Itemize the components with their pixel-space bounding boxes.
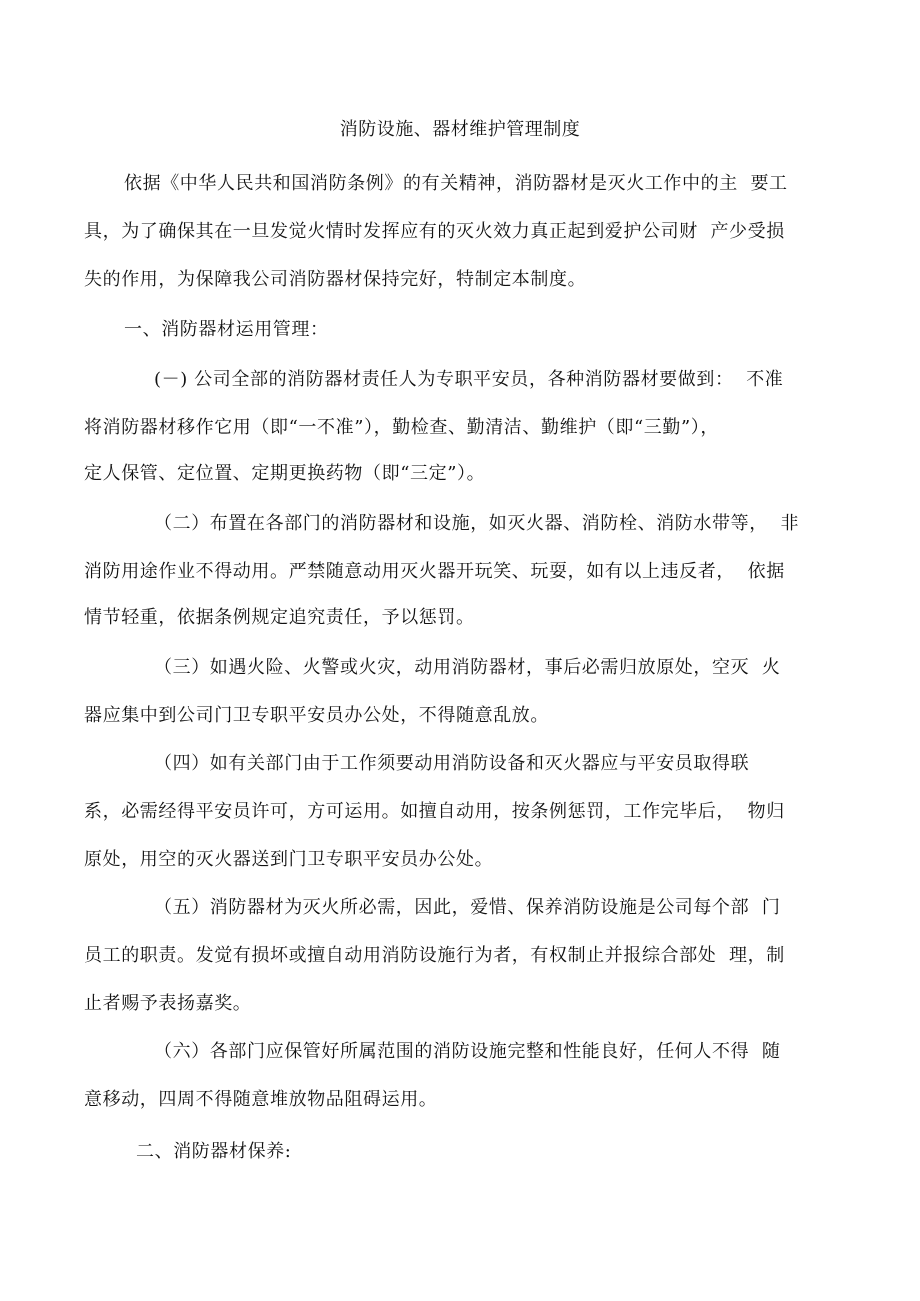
item-4-line-3: 原处，用空的灭火器送到门卫专职平安员办公处。 [84, 849, 494, 870]
paragraph-intro-line-1: 依据《中华人民共和国消防条例》的有关精神，消防器材是灭火工作中的主 要工 [124, 173, 788, 194]
document-title: 消防设施、器材维护管理制度 [339, 119, 581, 140]
item-2-line-1: （二）布置在各部门的消防器材和设施，如灭火器、消防栓、消防水带等， 非 [154, 513, 800, 534]
item-2-line-3: 情节轻重，依据条例规定追究责任，予以惩罚。 [84, 607, 475, 628]
item-6-line-2: 意移动，四周不得随意堆放物品阻碍运用。 [84, 1089, 438, 1110]
item-3-line-1: （三）如遇火险、火警或火灾，动用消防器材，事后必需归放原处，空灭 火 [154, 657, 781, 678]
item-1-line-1: (－) 公司全部的消防器材责任人为专职平安员，各种消防器材要做到： 不准 [154, 369, 784, 390]
item-5-line-2: 员工的职责。发觉有损坏或擅自动用消防设施行为者，有权制止并报综合部处 理，制 [84, 945, 785, 966]
item-1-line-3: 定人保管、定位置、定期更换药物（即“三定”）。 [84, 463, 486, 484]
section-heading-1: 一、消防器材运用管理： [124, 319, 329, 340]
item-5-line-3: 止者赐予表扬嘉奖。 [84, 993, 252, 1014]
item-4-line-1: （四）如有关部门由于工作须要动用消防设备和灭火器应与平安员取得联 [154, 753, 750, 774]
item-5-line-1: （五）消防器材为灭火所必需，因此，爱惜、保养消防设施是公司每个部 门 [154, 897, 781, 918]
paragraph-intro-line-3: 失的作用，为保障我公司消防器材保持完好，特制定本制度。 [84, 269, 587, 290]
section-heading-2: 二、消防器材保养: [136, 1141, 292, 1162]
paragraph-intro-line-2: 具，为了确保其在一旦发觉火情时发挥应有的灭火效力真正起到爱护公司财 产少受损 [84, 221, 785, 242]
item-1-line-2: 将消防器材移作它用（即“一不准”），勤检查、勤清洁、勤维护（即“三勤”）， [84, 417, 720, 438]
item-4-line-2: 系，必需经得平安员许可，方可运用。如擅自动用，按条例惩罚，工作完毕后， 物归 [84, 801, 785, 822]
item-6-line-1: （六）各部门应保管好所属范围的消防设施完整和性能良好，任何人不得 随 [154, 1041, 781, 1062]
item-3-line-2: 器应集中到公司门卫专职平安员办公处，不得随意乱放。 [84, 705, 549, 726]
item-2-line-2: 消防用途作业不得动用。严禁随意动用灭火器开玩笑、玩耍，如有以上违反者， 依据 [84, 561, 785, 582]
